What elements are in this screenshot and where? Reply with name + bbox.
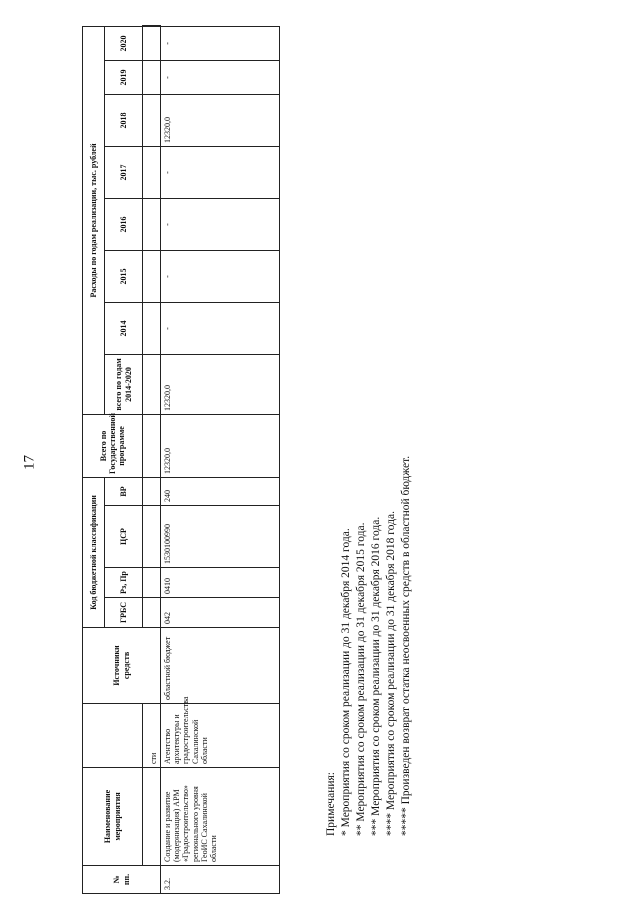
header-year-2019: 2019 <box>105 60 143 94</box>
row-total-program: 12320,0 <box>161 414 280 477</box>
header-empty-cell <box>143 768 161 866</box>
header-rzpr: Рз, Пр <box>105 568 143 598</box>
page-number: 17 <box>21 455 38 470</box>
table-row <box>161 26 280 894</box>
header-csr: ЦСР <box>105 506 143 568</box>
header-year-2018: 2018 <box>105 94 143 146</box>
note-line: **** Мероприятия со сроком реализации до 31 декабря 2018 года. <box>385 511 397 836</box>
header-year-2017: 2017 <box>105 146 143 198</box>
note-line: *** Мероприятия со сроком реализации до 31 декабря 2016 года. <box>370 516 382 836</box>
header-total-program: Всего по Государственной программе <box>83 414 143 477</box>
header-empty-cell <box>143 506 161 568</box>
header-year-2016: 2016 <box>105 198 143 250</box>
header-empty-cell <box>143 477 161 505</box>
row-csr: 1530100990 <box>161 506 280 568</box>
row-vr: 240 <box>161 477 280 505</box>
row-2015: - <box>161 250 280 302</box>
header-year-2014: 2014 <box>105 302 143 354</box>
header-grbs: ГРБС <box>105 598 143 628</box>
header-vr: ВР <box>105 477 143 505</box>
header-empty-cell <box>143 146 161 198</box>
header-empty-cell <box>143 568 161 598</box>
header-num: № пп. <box>83 866 161 894</box>
header-expenses: Расходы по годам реализации, тыс. рублей <box>83 26 105 414</box>
expenses-table <box>82 25 280 894</box>
row-executor: Агентство архитектуры и градостроительства Сахалинской области <box>161 704 280 768</box>
expenses-table-block <box>82 25 280 894</box>
row-2020: - <box>161 26 280 60</box>
notes-block <box>324 316 414 836</box>
row-num: 3.2. <box>161 866 280 894</box>
header-empty-cell <box>143 26 161 60</box>
row-grbs: 042 <box>161 598 280 628</box>
header-empty-cell <box>143 250 161 302</box>
header-empty-cell <box>143 598 161 628</box>
notes-title: Примечания: <box>325 772 337 836</box>
header-executor-fragment: сти <box>143 704 161 768</box>
row-source: областной бюджет <box>161 628 280 704</box>
note-line: ***** Произведен возврат остатка неосвоенных средств в областной бюджет. <box>400 455 412 836</box>
header-empty-cell <box>143 302 161 354</box>
note-line: * Мероприятия со сроком реализации до 31 декабря 2014 года. <box>340 528 352 836</box>
header-empty-cell <box>143 198 161 250</box>
row-2014: - <box>161 302 280 354</box>
header-year-2020: 2020 <box>105 26 143 60</box>
row-2018: 12320,0 <box>161 94 280 146</box>
row-2016: - <box>161 198 280 250</box>
note-line: ** Мероприятия со сроком реализации до 31 декабря 2015 года. <box>355 522 367 836</box>
header-budget-code: Код бюджетной классификации <box>83 477 105 627</box>
header-empty-cell <box>143 354 161 414</box>
header-executor <box>83 704 143 768</box>
header-total-years: всего по годам 2014-2020 <box>105 354 143 414</box>
header-name: Наименование мероприятия <box>83 768 143 866</box>
header-empty-cell <box>143 26 161 27</box>
row-name: Создание и развитие (модернизация) АРМ «Градостроительство» регионального уровня ГеоИС Сахалинской области <box>161 768 280 866</box>
row-rzpr: 0410 <box>161 568 280 598</box>
row-total-years: 12320,0 <box>161 354 280 414</box>
header-empty-cell <box>143 60 161 94</box>
header-sources: Источники средств <box>83 628 161 704</box>
row-2017: - <box>161 146 280 198</box>
header-empty-cell <box>143 94 161 146</box>
header-year-2015: 2015 <box>105 250 143 302</box>
row-2019: - <box>161 60 280 94</box>
header-empty-cell <box>143 414 161 477</box>
